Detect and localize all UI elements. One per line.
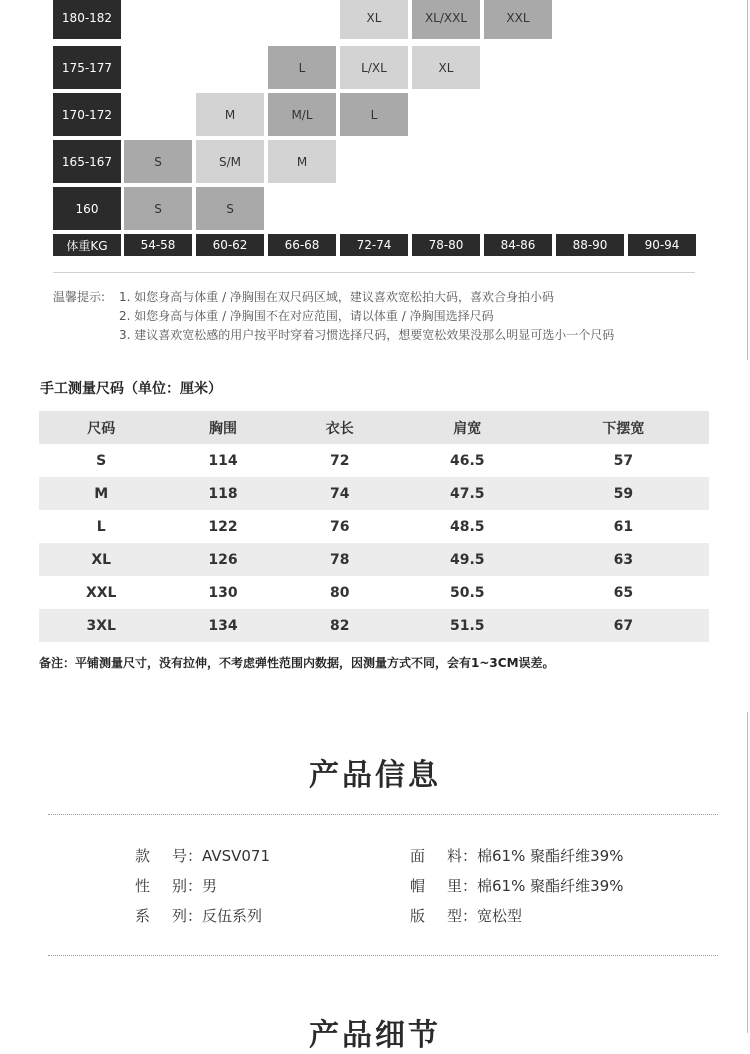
column-header: 尺码 bbox=[87, 420, 116, 437]
table-row bbox=[39, 609, 709, 642]
page-edge-line bbox=[747, 712, 748, 1033]
size-cell: M/L bbox=[268, 93, 336, 136]
size-cell: L bbox=[340, 93, 408, 136]
info-series: 系 列：反伍系列 bbox=[135, 907, 263, 925]
info-value: 反伍系列 bbox=[202, 907, 263, 925]
table-cell: 134 bbox=[208, 617, 238, 634]
size-cell: S/M bbox=[196, 140, 264, 183]
weight-range: 54-58 bbox=[124, 234, 192, 256]
table-cell: S bbox=[96, 452, 107, 469]
table-cell: 65 bbox=[613, 584, 634, 601]
height-label: 175-177 bbox=[53, 46, 121, 89]
table-cell: XL bbox=[91, 551, 112, 568]
table-cell: 80 bbox=[329, 584, 350, 601]
size-cell: S bbox=[196, 187, 264, 230]
table-cell: 114 bbox=[208, 452, 238, 469]
size-cell: S bbox=[124, 187, 192, 230]
info-bottom-divider bbox=[48, 955, 718, 956]
info-key: 系 列 bbox=[135, 907, 187, 925]
info-value: AVSV071 bbox=[202, 847, 270, 865]
table-cell: 46.5 bbox=[449, 452, 485, 469]
weight-range: 60-62 bbox=[196, 234, 264, 256]
info-style-no: 款 号：AVSV071 bbox=[135, 847, 270, 865]
table-cell: 49.5 bbox=[449, 551, 485, 568]
table-cell: 78 bbox=[329, 551, 350, 568]
tip-line-2: 2. 如您身高与体重 / 净胸围不在对应范围，请以体重 / 净胸围选择尺码 bbox=[119, 309, 494, 323]
size-cell: M bbox=[196, 93, 264, 136]
info-key: 版 型 bbox=[410, 907, 462, 925]
measure-title: 手工测量尺码（单位：厘米） bbox=[40, 381, 222, 397]
info-gender: 性 别：男 bbox=[135, 877, 218, 895]
column-header: 肩宽 bbox=[453, 420, 482, 437]
table-cell: XXL bbox=[85, 584, 117, 601]
info-fit: 版 型：宽松型 bbox=[410, 907, 523, 925]
table-cell: 57 bbox=[613, 452, 634, 469]
weight-range: 90-94 bbox=[628, 234, 696, 256]
info-key: 帽 里 bbox=[410, 877, 462, 895]
table-cell: L bbox=[96, 518, 106, 535]
column-header: 衣长 bbox=[325, 420, 354, 437]
weight-range: 84-86 bbox=[484, 234, 552, 256]
table-cell: 82 bbox=[329, 617, 350, 634]
info-key: 款 号 bbox=[135, 847, 187, 865]
height-label: 165-167 bbox=[53, 140, 121, 183]
table-cell: 130 bbox=[208, 584, 238, 601]
size-cell: S bbox=[124, 140, 192, 183]
info-key: 性 别 bbox=[135, 877, 187, 895]
table-cell: 50.5 bbox=[449, 584, 485, 601]
table-cell: 47.5 bbox=[449, 485, 485, 502]
info-value: 棉61% 聚酯纤维39% bbox=[477, 877, 624, 895]
table-row bbox=[39, 477, 709, 510]
table-cell: 51.5 bbox=[449, 617, 485, 634]
size-cell: L/XL bbox=[340, 46, 408, 89]
table-header-row bbox=[39, 411, 709, 444]
table-cell: 63 bbox=[613, 551, 634, 568]
weight-range: 88-90 bbox=[556, 234, 624, 256]
info-value: 男 bbox=[202, 877, 218, 895]
table-cell: 67 bbox=[613, 617, 634, 634]
measure-remark: 备注：平铺测量尺寸，没有拉伸，不考虑弹性范围内数据，因测量方式不同，会有1~3CM误差。 bbox=[39, 656, 555, 670]
size-cell: XL/XXL bbox=[412, 0, 480, 39]
table-row bbox=[39, 543, 709, 576]
table-cell: M bbox=[94, 485, 109, 502]
size-cell: XL bbox=[412, 46, 480, 89]
table-cell: 59 bbox=[613, 485, 634, 502]
table-cell: 72 bbox=[329, 452, 350, 469]
height-label: 160 bbox=[53, 187, 121, 230]
chart-divider bbox=[53, 272, 695, 273]
table-cell: 74 bbox=[329, 485, 350, 502]
weight-range: 72-74 bbox=[340, 234, 408, 256]
size-cell: L bbox=[268, 46, 336, 89]
tip-line-3: 3. 建议喜欢宽松感的用户按平时穿着习惯选择尺码，想要宽松效果没那么明显可选小一个尺码 bbox=[119, 328, 615, 342]
column-header: 胸围 bbox=[209, 420, 238, 437]
size-cell: XXL bbox=[484, 0, 552, 39]
height-label: 170-172 bbox=[53, 93, 121, 136]
info-key: 面 料 bbox=[410, 847, 462, 865]
info-top-divider bbox=[48, 814, 718, 815]
table-row bbox=[39, 576, 709, 609]
size-cell: M bbox=[268, 140, 336, 183]
table-cell: 122 bbox=[208, 518, 238, 535]
weight-range: 66-68 bbox=[268, 234, 336, 256]
weight-label: 体重KG bbox=[53, 234, 121, 256]
product-detail-title: 产品细节 bbox=[309, 1018, 441, 1053]
table-cell: 61 bbox=[613, 518, 634, 535]
weight-range: 78-80 bbox=[412, 234, 480, 256]
tip-line-1: 1. 如您身高与体重 / 净胸围在双尺码区域，建议喜欢宽松拍大码，喜欢合身拍小码 bbox=[119, 290, 554, 304]
info-value: 宽松型 bbox=[477, 907, 523, 925]
column-header: 下摆宽 bbox=[602, 420, 645, 437]
table-cell: 118 bbox=[208, 485, 238, 502]
info-hood-lining: 帽 里：棉61% 聚酯纤维39% bbox=[410, 877, 624, 895]
table-cell: 126 bbox=[208, 551, 238, 568]
info-value: 棉61% 聚酯纤维39% bbox=[477, 847, 624, 865]
info-fabric: 面 料：棉61% 聚酯纤维39% bbox=[410, 847, 624, 865]
table-cell: 48.5 bbox=[449, 518, 485, 535]
table-row bbox=[39, 510, 709, 543]
table-cell: 76 bbox=[329, 518, 350, 535]
tips-prefix: 温馨提示: bbox=[53, 290, 106, 304]
size-cell: XL bbox=[340, 0, 408, 39]
product-info-title: 产品信息 bbox=[309, 758, 441, 793]
table-cell: 3XL bbox=[86, 617, 116, 634]
table-row bbox=[39, 444, 709, 477]
page-edge-line bbox=[747, 0, 748, 360]
measure-table bbox=[39, 411, 709, 642]
height-label: 180-182 bbox=[53, 0, 121, 39]
